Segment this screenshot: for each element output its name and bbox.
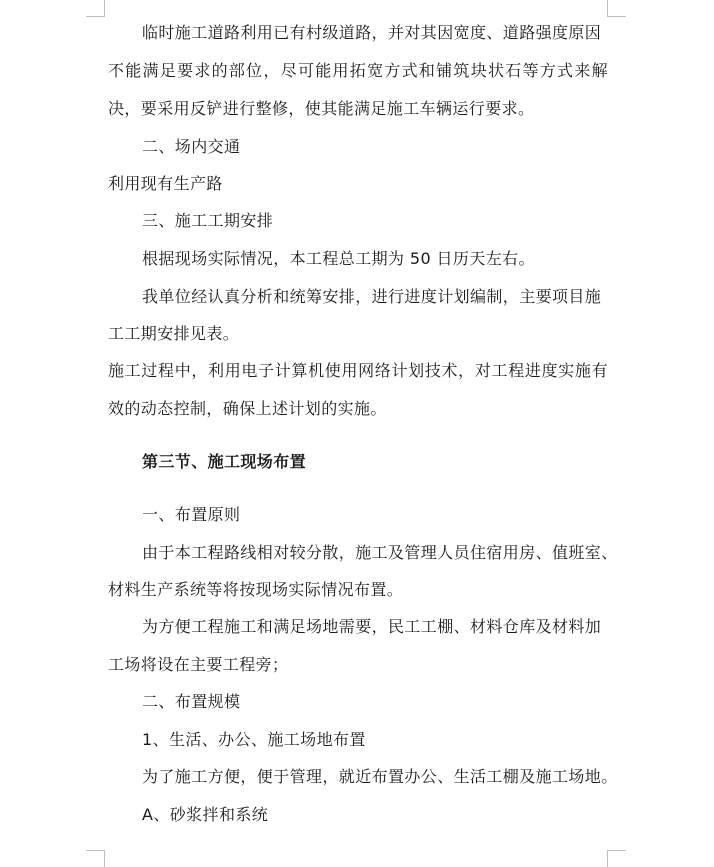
paragraph-line: 我单位经认真分析和统筹安排，进行进度计划编制，主要项目施	[142, 287, 602, 306]
paragraph-line: 不能满足要求的部位，尽可能用拓宽方式和铺筑块状石等方式来解	[108, 61, 608, 80]
paragraph-line: 决，要采用反铲进行整修，使其能满足施工车辆运行要求。	[108, 99, 535, 118]
paragraph-line: 工工期安排见表。	[108, 324, 240, 343]
crop-mark-bottom-right	[607, 850, 626, 867]
paragraph-line: 工场将设在主要工程旁；	[108, 655, 289, 674]
paragraph-line: 临时施工道路利用已有村级道路，并对其因宽度、道路强度原因	[142, 23, 602, 42]
paragraph-line: 为了施工方便，便于管理，就近布置办公、生活工棚及施工场地。	[142, 767, 618, 786]
crop-mark-top-right	[607, 0, 626, 17]
section-heading: 一、布置原则	[142, 505, 241, 524]
paragraph-line: 利用现有生产路	[108, 174, 223, 193]
paragraph-line: 效的动态控制，确保上述计划的实施。	[108, 399, 387, 418]
crop-mark-bottom-left	[86, 850, 105, 867]
crop-mark-top-left	[86, 0, 105, 17]
paragraph-line: 材料生产系统等将按现场实际情况布置。	[108, 580, 404, 599]
subsection-heading: 1、生活、办公、施工场地布置	[142, 730, 366, 749]
paragraph-line: 根据现场实际情况，本工程总工期为 50 日历天左右。	[142, 249, 535, 268]
section-heading: 三、施工工期安排	[142, 211, 274, 230]
paragraph-line: 由于本工程路线相对较分散，施工及管理人员住宿用房、值班室、	[142, 543, 618, 562]
section-heading: 二、场内交通	[142, 137, 241, 156]
paragraph-line: 为方便工程施工和满足场地需要，民工工棚、材料仓库及材料加	[142, 617, 602, 636]
chapter-heading: 第三节、施工现场布置	[142, 452, 307, 471]
section-heading: 二、布置规模	[142, 692, 241, 711]
subsection-heading: A、砂浆拌和系统	[142, 805, 269, 824]
paragraph-line: 施工过程中，利用电子计算机使用网络计划技术，对工程进度实施有	[108, 361, 608, 380]
